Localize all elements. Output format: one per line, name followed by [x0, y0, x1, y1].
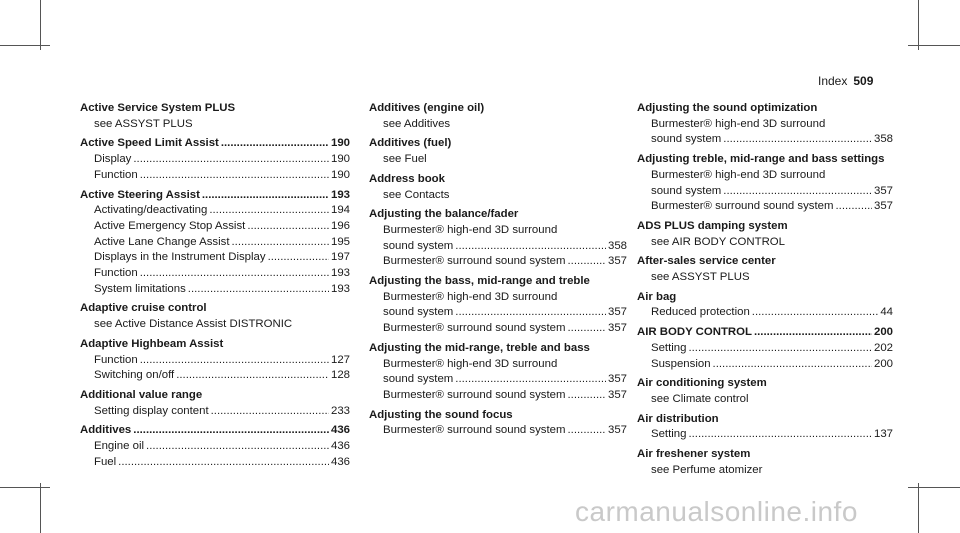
leader-dots [568, 254, 606, 270]
index-heading-text: Additives [80, 424, 132, 437]
index-heading [369, 274, 627, 290]
page-ref[interactable]: 190 [330, 168, 350, 181]
page-ref[interactable]: 357 [607, 373, 627, 386]
index-subentry-text: Burmester® high-end 3D surround [383, 357, 558, 370]
crop-mark [908, 45, 960, 46]
index-subentry-text: Suspension [651, 357, 711, 370]
crop-mark [0, 487, 50, 488]
index-entry [637, 152, 893, 215]
index-heading [369, 101, 627, 117]
leader-dots [211, 404, 329, 420]
page-ref[interactable]: 200 [873, 326, 893, 339]
index-subentry-text: Burmester® high-end 3D surround [651, 117, 826, 130]
index-subentry [80, 117, 350, 133]
index-subentry-text: see ASSYST PLUS [651, 271, 750, 284]
crop-mark [40, 483, 41, 533]
page-ref[interactable]: 190 [330, 137, 350, 150]
index-heading [369, 207, 627, 223]
index-entry [369, 341, 627, 404]
index-subentry-text: see Fuel [383, 153, 427, 166]
index-heading [80, 423, 350, 439]
index-subentry [80, 282, 350, 298]
index-subentry-text: Burmester® surround sound system [383, 322, 566, 335]
index-subentry [80, 266, 350, 282]
index-heading [637, 447, 893, 463]
leader-dots [568, 321, 606, 337]
page-ref[interactable]: 436 [330, 424, 350, 437]
index-heading-text: Adjusting treble, mid-range and bass settings [637, 153, 885, 166]
leader-dots [176, 368, 329, 384]
index-subentry-text: sound system [383, 306, 454, 319]
index-subentry-text: Burmester® high-end 3D surround [651, 168, 826, 181]
index-subentry [80, 317, 350, 333]
crop-mark [918, 483, 919, 533]
leader-dots [140, 353, 329, 369]
index-subentry-text: Displays in the Instrument Display [94, 251, 266, 264]
leader-dots [455, 305, 606, 321]
index-heading [369, 172, 627, 188]
index-subentry [80, 235, 350, 251]
page-ref[interactable]: 193 [330, 267, 350, 280]
leader-dots [118, 455, 329, 471]
index-subentry-text: Engine oil [94, 440, 145, 453]
leader-dots [247, 219, 329, 235]
index-heading-text: Adjusting the bass, mid-range and treble [369, 275, 590, 288]
index-subentry [369, 357, 627, 373]
index-heading-text: AIR BODY CONTROL [637, 326, 752, 339]
index-subentry-text: Setting [651, 341, 687, 354]
index-column-2 [369, 101, 627, 443]
leader-dots [723, 184, 872, 200]
index-subentry-text: see Active Distance Assist DISTRONIC [94, 318, 293, 331]
index-heading [369, 341, 627, 357]
index-subentry-text: sound system [651, 133, 722, 146]
index-entry [369, 207, 627, 270]
page-ref[interactable]: 436 [330, 440, 350, 453]
index-heading [369, 136, 627, 152]
page-header [818, 74, 873, 88]
leader-dots [836, 199, 872, 215]
page-ref[interactable]: 197 [330, 251, 350, 264]
leader-dots [754, 325, 872, 341]
index-subentry [80, 219, 350, 235]
index-subentry-text: Active Emergency Stop Assist [94, 219, 246, 232]
index-subentry-text: see Additives [383, 117, 451, 130]
page-ref[interactable]: 196 [330, 219, 350, 232]
index-subentry-text: Burmester® surround sound system [383, 255, 566, 268]
page-ref[interactable]: 190 [330, 153, 350, 166]
leader-dots [455, 372, 606, 388]
index-heading-text: Active Steering Assist [80, 188, 200, 201]
index-subentry [80, 439, 350, 455]
leader-dots [455, 239, 606, 255]
crop-mark [918, 0, 919, 50]
index-heading [637, 219, 893, 235]
index-heading [637, 376, 893, 392]
crop-mark [908, 487, 960, 488]
index-subentry-text: Setting [651, 428, 687, 441]
crop-mark [0, 45, 50, 46]
index-subentry [637, 357, 893, 373]
index-heading [637, 325, 893, 341]
index-subentry [637, 392, 893, 408]
index-subentry-text: see Perfume atomizer [651, 463, 763, 476]
index-heading [637, 254, 893, 270]
index-subentry [369, 239, 627, 255]
index-subentry-text: see Contacts [383, 188, 450, 201]
index-subentry [637, 270, 893, 286]
page-ref[interactable]: 193 [330, 282, 350, 295]
index-heading-text: Air freshener system [637, 448, 751, 461]
index-subentry-text: Function [94, 353, 138, 366]
index-subentry-text: Burmester® surround sound system [383, 388, 566, 401]
index-heading [80, 101, 350, 117]
index-subentry [369, 188, 627, 204]
crop-mark [40, 0, 41, 50]
leader-dots [221, 136, 329, 152]
index-subentry [80, 353, 350, 369]
index-entry [80, 101, 350, 132]
leader-dots [713, 357, 872, 373]
leader-dots [209, 203, 329, 219]
page-ref[interactable]: 357 [607, 388, 627, 401]
index-subentry-text: Function [94, 267, 138, 280]
index-subentry-text: Burmester® high-end 3D surround [383, 223, 558, 236]
index-heading [80, 301, 350, 317]
index-subentry-text: System limitations [94, 282, 186, 295]
index-heading [80, 188, 350, 204]
index-heading-text: Additives (engine oil) [369, 102, 485, 114]
leader-dots [232, 235, 329, 251]
index-subentry [80, 250, 350, 266]
index-subentry-text: Burmester® surround sound system [383, 424, 566, 437]
watermark: carmanualsonline.info [575, 496, 858, 527]
page-ref[interactable]: 193 [330, 188, 350, 201]
index-subentry-text: Reduced protection [651, 306, 750, 319]
index-entry [637, 412, 893, 443]
index-subentry [369, 372, 627, 388]
index-subentry-text: sound system [651, 184, 722, 197]
index-column-3 [637, 101, 893, 482]
leader-dots [133, 152, 329, 168]
index-heading-text: Address book [369, 172, 445, 185]
index-subentry [637, 235, 893, 251]
leader-dots [723, 132, 872, 148]
index-subentry [80, 368, 350, 384]
page-ref[interactable]: 137 [873, 428, 893, 441]
index-heading-text: Air distribution [637, 412, 719, 425]
index-heading-text: Adjusting the balance/fader [369, 208, 519, 221]
index-subentry [369, 388, 627, 404]
index-subentry [369, 321, 627, 337]
page-ref[interactable]: 200 [873, 357, 893, 370]
index-subentry [80, 152, 350, 168]
index-entry [80, 337, 350, 384]
page-ref[interactable]: 128 [330, 369, 350, 382]
page-ref[interactable]: 44 [880, 306, 893, 319]
index-heading [80, 136, 350, 152]
index-subentry [637, 463, 893, 479]
index-entry [80, 301, 350, 332]
index-subentry [637, 168, 893, 184]
leader-dots [140, 266, 329, 282]
index-heading [80, 337, 350, 353]
index-subentry [369, 305, 627, 321]
page-ref[interactable]: 358 [607, 239, 627, 252]
leader-dots [146, 439, 329, 455]
index-heading [637, 290, 893, 306]
index-entry [637, 101, 893, 148]
index-entry [637, 254, 893, 285]
index-heading-text: Adaptive cruise control [80, 302, 207, 315]
index-subentry-text: see AIR BODY CONTROL [651, 235, 785, 248]
index-entry [637, 376, 893, 407]
index-subentry-text: Switching on/off [94, 369, 175, 382]
index-subentry-text: Burmester® surround sound system [651, 200, 834, 213]
index-heading-text: Adjusting the sound focus [369, 408, 513, 421]
page-ref[interactable]: 357 [607, 322, 627, 335]
index-heading-text: Adaptive Highbeam Assist [80, 337, 224, 350]
index-subentry [80, 203, 350, 219]
index-subentry [637, 184, 893, 200]
index-heading-text: Adjusting the sound optimization [637, 102, 818, 114]
index-subentry-text: Setting display content [94, 404, 209, 417]
index-subentry [637, 427, 893, 443]
index-entry [80, 188, 350, 298]
index-entry [637, 447, 893, 478]
index-column-1 [80, 101, 350, 474]
index-entry [369, 101, 627, 132]
page-ref[interactable]: 357 [607, 424, 627, 437]
index-heading [637, 412, 893, 428]
index-subentry-text: sound system [383, 373, 454, 386]
leader-dots [688, 341, 872, 357]
index-heading-text: ADS PLUS damping system [637, 219, 788, 232]
index-subentry-text: Active Lane Change Assist [94, 235, 230, 248]
index-subentry [80, 455, 350, 471]
index-entry [637, 219, 893, 250]
leader-dots [188, 282, 329, 298]
page-ref[interactable]: 233 [330, 404, 350, 417]
page-number: 509 [853, 74, 874, 88]
index-subentry [369, 223, 627, 239]
index-heading [637, 101, 893, 117]
index-subentry-text: Activating/deactivating [94, 204, 208, 217]
page-ref[interactable]: 357 [607, 255, 627, 268]
index-subentry [637, 132, 893, 148]
index-subentry-text: see ASSYST PLUS [94, 117, 193, 130]
index-heading [369, 408, 627, 424]
index-heading-text: Air bag [637, 290, 677, 303]
index-entry [80, 136, 350, 183]
index-subentry [637, 117, 893, 133]
index-subentry-text: sound system [383, 239, 454, 252]
index-heading-text: After-sales service center [637, 255, 776, 268]
leader-dots [268, 250, 329, 266]
index-subentry-text: see Climate control [651, 392, 749, 405]
index-subentry [369, 117, 627, 133]
index-subentry [637, 199, 893, 215]
index-label: Index [818, 74, 848, 88]
index-entry [369, 136, 627, 167]
page-ref[interactable]: 357 [607, 306, 627, 319]
page-ref[interactable]: 127 [330, 353, 350, 366]
index-subentry [369, 152, 627, 168]
leader-dots [688, 427, 872, 443]
page-ref[interactable]: 202 [873, 341, 893, 354]
page-ref[interactable]: 194 [330, 204, 350, 217]
leader-dots [133, 423, 329, 439]
index-entry [369, 172, 627, 203]
index-subentry [80, 168, 350, 184]
index-heading-text: Active Service System PLUS [80, 102, 236, 114]
index-subentry-text: Function [94, 168, 138, 181]
page-ref[interactable]: 195 [330, 235, 350, 248]
page-ref[interactable]: 357 [873, 200, 893, 213]
leader-dots [752, 305, 879, 321]
index-entry [80, 388, 350, 419]
index-entry [369, 274, 627, 337]
leader-dots [140, 168, 329, 184]
index-subentry [369, 254, 627, 270]
index-heading-text: Adjusting the mid-range, treble and bass [369, 341, 590, 354]
index-subentry-text: Burmester® high-end 3D surround [383, 290, 558, 303]
leader-dots [568, 423, 606, 439]
index-entry [637, 325, 893, 372]
page-ref[interactable]: 357 [873, 184, 893, 197]
leader-dots [568, 388, 606, 404]
index-heading-text: Active Speed Limit Assist [80, 137, 219, 150]
index-entry [369, 408, 627, 439]
page-ref[interactable]: 436 [330, 455, 350, 468]
index-heading-text: Air conditioning system [637, 377, 767, 390]
index-entry [637, 290, 893, 321]
index-subentry [369, 290, 627, 306]
index-subentry [637, 341, 893, 357]
index-heading-text: Additional value range [80, 388, 203, 401]
index-subentry [637, 305, 893, 321]
page-ref[interactable]: 358 [873, 133, 893, 146]
index-subentry-text: Display [94, 153, 132, 166]
index-subentry [80, 404, 350, 420]
index-subentry [369, 423, 627, 439]
index-heading-text: Additives (fuel) [369, 137, 452, 150]
index-entry [80, 423, 350, 470]
index-heading [80, 388, 350, 404]
index-subentry-text: Fuel [94, 455, 117, 468]
leader-dots [202, 188, 329, 204]
index-heading [637, 152, 893, 168]
